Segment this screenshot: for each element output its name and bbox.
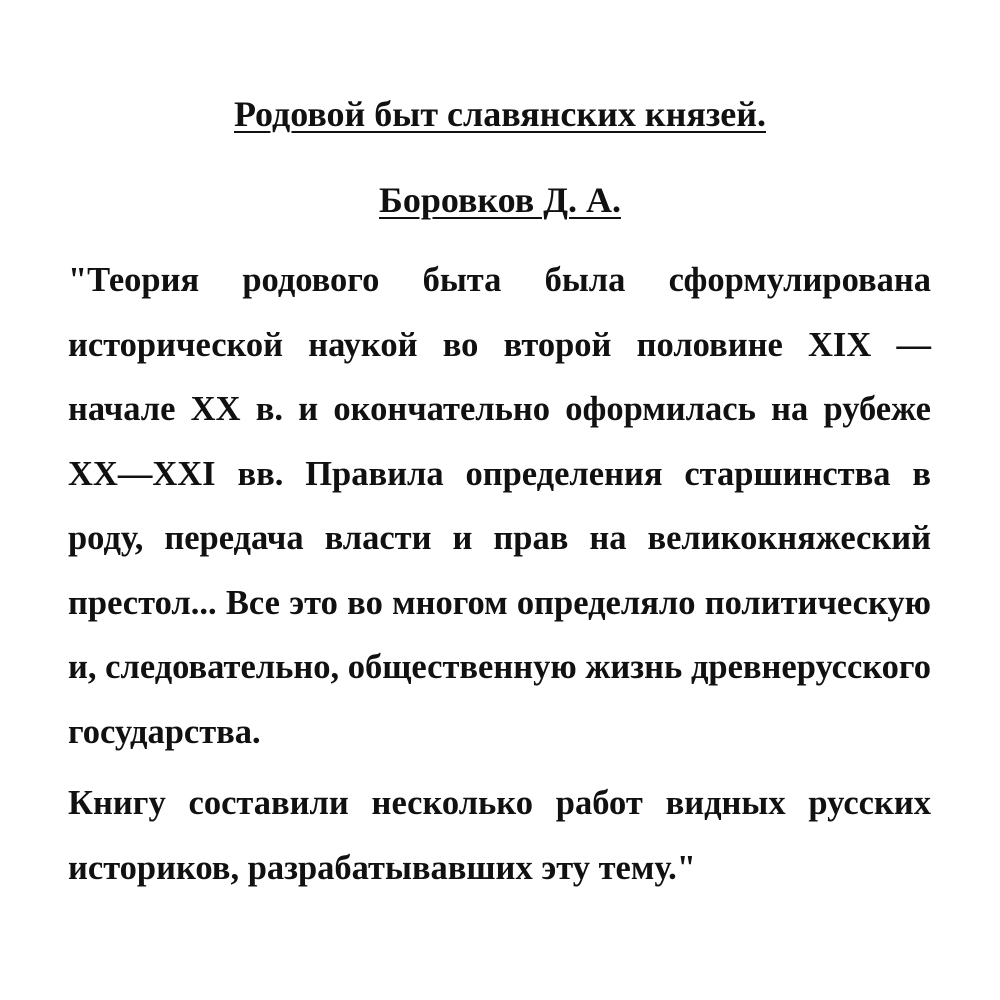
document-author: Боровков Д. А. [379, 180, 621, 220]
description-paragraph: Книгу составили несколько работ видных русских историков, разрабатывавших эту тему." [68, 784, 931, 887]
document-title: Родовой быт славянских князей. [233, 94, 767, 134]
description-paragraph: "Теория родового быта была сформулирована исторической наукой во второй половине XIX — начале XX в. и окончательно оформилась на рубеже XX—XXI вв. Правила определения старшинства в роду, передача власти и прав на великокняжеский престол... Все это во многом определяло политическую и, следовательно, общественную жизнь древнерусского государства. [68, 261, 931, 751]
